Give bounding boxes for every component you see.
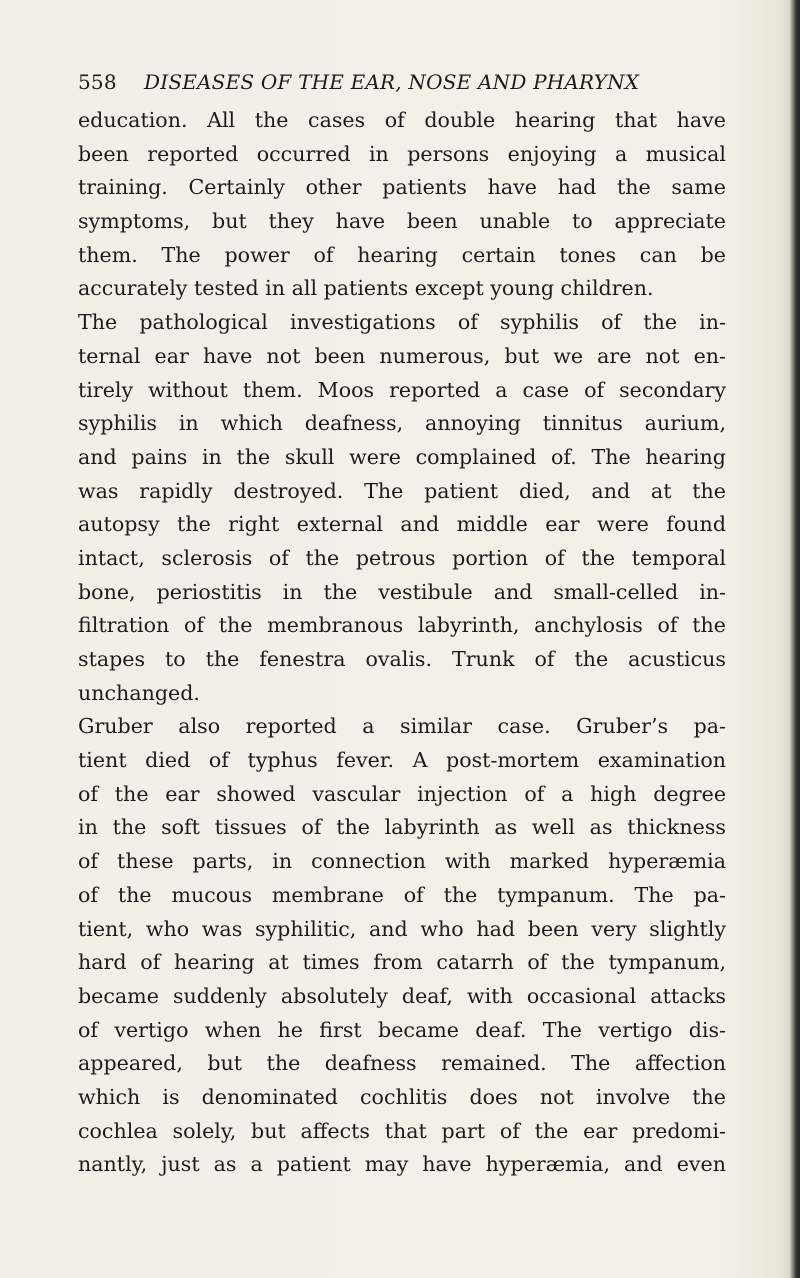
text-line: intact, sclerosis of the petrous portion of the temporal [78,545,726,570]
page-edge-shadow [790,0,800,1278]
text-line: hard of hearing at times from catarrh of the tympanum, [78,950,726,975]
text-line: cochlea solely, but affects that part of the ear predomi- [78,1118,726,1143]
text-line: in the soft tissues of the labyrinth as well as thickness [78,815,726,840]
text-line: unchanged. [78,680,200,705]
text-line: of these parts, in connection with marked hyperæmia [78,849,726,874]
text-line: filtration of the membranous labyrinth, anchylosis of the [78,613,726,638]
text-line: stapes to the fenestra ovalis. Trunk of the acusticus [78,647,726,671]
text-line: Gruber also reported a similar case. Gruber’s pa- [78,714,726,739]
text-line: which is denominated cochlitis does not involve the [78,1084,726,1109]
text-line: accurately tested in all patients except young children. [78,276,654,301]
text-line: and pains in the skull were complained of. The hearing [78,444,726,469]
text-line: tient, who was syphilitic, and who had been very slightly [78,916,726,941]
text-line: syphilis in which deafness, annoying tinnitus aurium, [78,411,726,436]
text-line: tirely without them. Moos reported a case of secondary [78,377,726,402]
text-line: The pathological investigations of syphilis of the in- [78,310,726,335]
page-number: 558 [78,70,117,94]
text-line: appeared, but the deafness remained. The affection [78,1051,726,1076]
text-line: symptoms, but they have been unable to appreciate [78,209,726,234]
text-line: of vertigo when he first became deaf. The vertigo dis- [78,1017,726,1042]
text-line: was rapidly destroyed. The patient died, and at the [78,478,726,503]
text-line: them. The power of hearing certain tones can be [78,242,726,267]
text-line: education. All the cases of double hearing that have [78,108,726,132]
text-line: tient died of typhus fever. A post-mortem examination [78,748,726,773]
body-text [78,104,726,1182]
running-title: DISEASES OF THE EAR, NOSE AND PHARYNX [144,70,640,94]
text-line: became suddenly absolutely deaf, with occasional attacks [78,983,726,1008]
text-line: autopsy the right external and middle ear were found [78,512,726,537]
text-line: of the ear showed vascular injection of a high degree [78,781,726,806]
text-line: of the mucous membrane of the tympanum. The pa- [78,882,726,907]
text-line: ternal ear have not been numerous, but we are not en- [78,343,726,368]
text-line: been reported occurred in persons enjoying a musical [78,141,726,166]
text-line: bone, periostitis in the vestibule and small-celled in- [78,579,726,604]
text-line: training. Certainly other patients have had the same [78,175,726,200]
text-line: nantly, just as a patient may have hyperæmia, and even [78,1152,726,1177]
